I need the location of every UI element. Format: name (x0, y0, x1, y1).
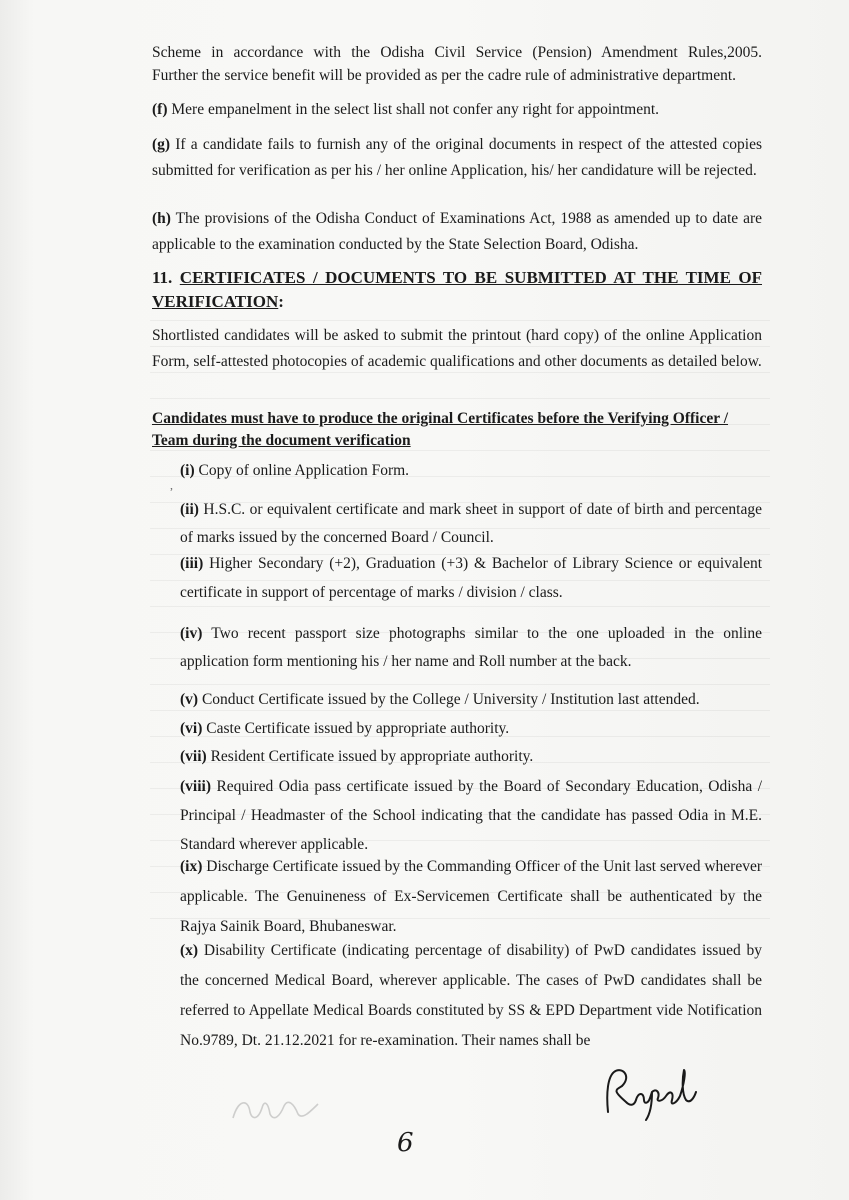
clause-h (152, 206, 762, 258)
section-subheading: Candidates must have to produce the original Certificates before the Verifying Officer / Team during the document verification (152, 410, 729, 449)
doc-label: (iv) (180, 625, 203, 642)
doc-text: Discharge Certificate issued by the Commanding Officer of the Unit last served wherever applicable. The Genuineness of Ex-Servicemen Certificate shall be authenticated by the Rajya Sainik Board, Bhubaneswar. (180, 858, 762, 935)
doc-text: H.S.C. or equivalent certificate and mark sheet in support of date of birth and percentage of marks issued by the concerned Board / Council. (180, 501, 762, 546)
doc-item-ix (180, 852, 762, 942)
clause-g (152, 132, 762, 184)
intro-line-2: Further the service benefit will be provided as per the cadre rule of administrative department. (152, 67, 737, 84)
section-title-suffix: : (278, 292, 284, 311)
doc-label: (v) (180, 691, 199, 708)
doc-text: Caste Certificate issued by appropriate authority. (202, 720, 510, 737)
clause-text: The provisions of the Odisha Conduct of Examinations Act, 1988 as amended up to date are applicable to the examination conducted by the State Selection Board, Odisha. (152, 210, 762, 253)
doc-item-i (180, 458, 762, 484)
intro-line-1: Scheme in accordance with the Odisha Civil Service (Pension) Amendment Rules,2005. (152, 44, 762, 61)
faint-signature-graphic (228, 1090, 338, 1130)
doc-label: (ii) (180, 501, 199, 518)
doc-label: (ix) (180, 858, 203, 875)
section-title-1: CERTIFICATES / DOCUMENTS TO BE SUBMITTED AT THE TIME OF (179, 268, 762, 287)
doc-text: Disability Certificate (indicating percentage of disability) of PwD candidates issued by the concerned Medical Board, wherever applicable. The cases of PwD candidates shall be referred to Appellate Medical Boards constituted by SS & EPD Department vide Notification No.9789, Dt. 21.12.2021 for re-examination. Their names shall be (180, 942, 762, 1049)
doc-label: (iii) (180, 555, 204, 572)
doc-item-viii (180, 772, 762, 859)
doc-label: (i) (180, 462, 195, 479)
doc-label: (vii) (180, 748, 207, 765)
doc-text: Two recent passport size photographs similar to the one uploaded in the online application form mentioning his / her name and Roll number at the back. (180, 625, 762, 670)
doc-text: Copy of online Application Form. (194, 462, 410, 479)
clause-label: (g) (152, 136, 171, 153)
doc-item-x (180, 936, 762, 1056)
clause-label: (f) (152, 101, 168, 118)
doc-item-iv (180, 620, 762, 676)
doc-label: (vi) (180, 720, 203, 737)
doc-text: Resident Certificate issued by appropriate authority. (206, 748, 534, 765)
clause-label: (h) (152, 210, 171, 227)
section-intro: Shortlisted candidates will be asked to submit the printout (hard copy) of the online Application Form, self-attested photocopies of academic qualifications and other documents as detailed below. (152, 327, 762, 370)
doc-label: (viii) (180, 778, 211, 795)
doc-item-ii (180, 496, 762, 552)
section-heading-line-1 (152, 266, 762, 289)
doc-item-vii (180, 744, 762, 770)
section-number: 11. (152, 268, 173, 287)
doc-item-v (180, 687, 762, 713)
doc-text: Conduct Certificate issued by the College / University / Institution last attended. (198, 691, 700, 708)
signature-graphic (600, 1062, 700, 1122)
stray-mark: , (170, 478, 173, 492)
clause-text: Mere empanelment in the select list shall not confer any right for appointment. (167, 101, 660, 118)
doc-item-vi (180, 716, 762, 742)
doc-item-iii (180, 549, 762, 607)
section-heading-line-2 (152, 290, 762, 313)
clause-f (152, 97, 762, 123)
page-number: 6 (397, 1128, 414, 1158)
doc-text: Higher Secondary (+2), Graduation (+3) & Bachelor of Library Science or equivalent certificate in support of percentage of marks / division / class. (180, 555, 762, 601)
clause-text: If a candidate fails to furnish any of the original documents in respect of the attested copies submitted for verification as per his / her online Application, his/ her candidature will be rejected. (152, 136, 762, 179)
section-title-2: VERIFICATION (152, 292, 279, 311)
doc-label: (x) (180, 942, 199, 959)
doc-text: Required Odia pass certificate issued by the Board of Secondary Education, Odisha / Principal / Headmaster of the School indicating that the candidate has passed Odia in M.E. Standard wherever applicable. (180, 778, 762, 853)
